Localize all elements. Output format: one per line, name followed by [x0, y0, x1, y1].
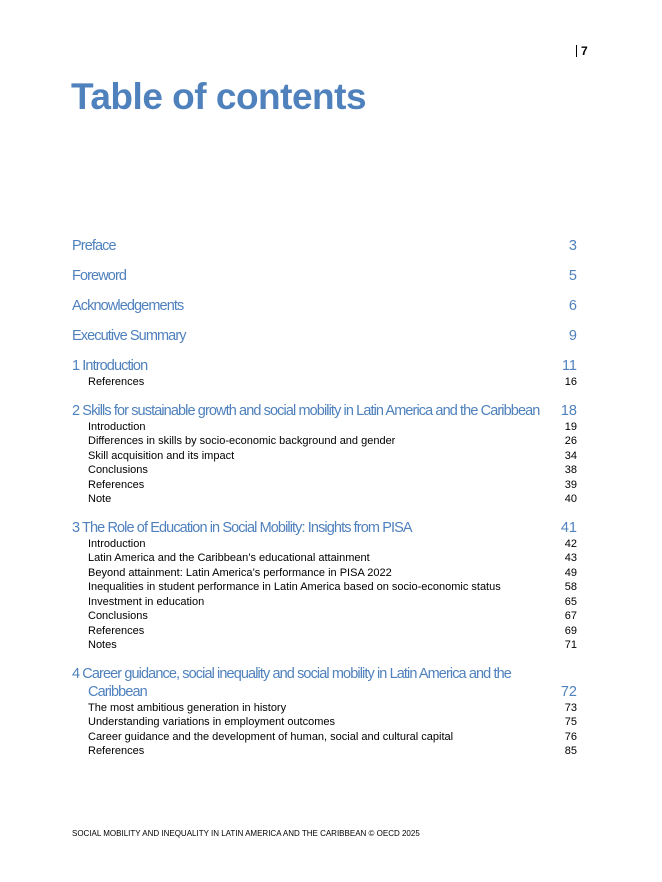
footer: SOCIAL MOBILITY AND INEQUALITY IN LATIN AMERICA AND THE CARIBBEAN © OECD 2025 [72, 829, 420, 838]
toc-entry-title: Executive Summary [72, 328, 186, 344]
toc-section-entry[interactable] [72, 744, 577, 759]
toc-section-entry[interactable] [72, 375, 577, 390]
toc-entry-page: 49 [564, 566, 577, 579]
toc-entry-page: 34 [564, 449, 577, 462]
toc-entry-title: Preface [72, 238, 116, 254]
toc-entry-page: 75 [564, 716, 577, 728]
toc-chapter-entry[interactable] [72, 327, 577, 345]
toc-section-entry[interactable] [72, 537, 577, 552]
toc-chapter-entry[interactable] [72, 402, 577, 420]
toc-entry-page: 42 [564, 537, 577, 550]
toc-entry-page: 9 [568, 328, 577, 344]
toc-entry-title: Skill acquisition and its impact [88, 449, 235, 462]
toc-entry-page: 3 [568, 238, 577, 254]
toc-entry-page: 19 [564, 420, 577, 433]
toc-entry-title: Conclusions [88, 610, 148, 622]
toc-entry-title: Investment in education [88, 595, 205, 608]
toc-entry-page: 72 [560, 683, 577, 700]
toc-entry-page: 18 [560, 402, 577, 419]
toc-entry-page: 43 [564, 552, 577, 564]
toc-entry-title: Inequalities in student performance in Latin America based on socio-economic status [88, 581, 501, 593]
toc-section-entry[interactable] [72, 478, 577, 493]
toc-entry-title: Career guidance and the development of human, social and cultural capital [88, 730, 454, 743]
toc-entry-page: 26 [564, 435, 577, 447]
toc-entry-title: References [88, 478, 145, 491]
toc-entry-title: References [88, 745, 145, 757]
toc-chapter-entry[interactable] [72, 297, 577, 315]
toc-section-entry[interactable] [72, 551, 577, 566]
toc-entry-title: 4 Career guidance, social inequality and social mobility in Latin America and the Caribbean [72, 665, 511, 700]
toc-entry-title: 2 Skills for sustainable growth and social mobility in Latin America and the Caribbean [72, 402, 540, 419]
page-title: Table of contents [71, 76, 367, 117]
toc-entry-page: 40 [564, 493, 577, 505]
toc-entry-title: Note [88, 493, 112, 505]
toc-entry-page: 41 [560, 519, 577, 536]
toc-entry-page: 76 [564, 730, 577, 743]
divider [576, 45, 577, 57]
page-number [576, 44, 588, 58]
toc-section-entry[interactable] [72, 580, 577, 595]
toc-section-entry[interactable] [72, 449, 577, 464]
toc-section-entry[interactable] [72, 609, 577, 624]
toc-entry-title: Introduction [88, 537, 146, 550]
toc-section-entry[interactable] [72, 434, 577, 449]
toc-section-entry[interactable] [72, 701, 577, 716]
toc-entry-page: 67 [564, 610, 577, 622]
toc-entry-page: 65 [564, 595, 577, 608]
toc-entry-title: Acknowledgements [72, 298, 184, 314]
toc-entry-page: 73 [564, 701, 577, 714]
toc-entry-page: 5 [568, 268, 577, 284]
toc-section-entry[interactable] [72, 730, 577, 745]
page-number-text: 7 [581, 44, 588, 58]
toc-entry-page: 16 [564, 376, 577, 388]
toc-entry-title: The most ambitious generation in history [88, 701, 287, 714]
toc-entry-title: Beyond attainment: Latin America’s performance in PISA 2022 [88, 566, 392, 579]
toc-chapter-entry[interactable] [72, 237, 577, 255]
toc-section-entry[interactable] [72, 492, 577, 507]
toc-entry-page: 38 [564, 464, 577, 476]
toc-entry-title: References [88, 376, 145, 388]
toc-entry-title: Latin America and the Caribbean’s educational attainment [88, 552, 370, 564]
toc-entry-page: 71 [564, 639, 577, 651]
table-of-contents [72, 225, 577, 759]
toc-chapter-entry[interactable] [72, 665, 577, 701]
toc-entry-title: Conclusions [88, 464, 148, 476]
toc-section-entry[interactable] [72, 463, 577, 478]
toc-entry-page: 11 [561, 358, 577, 374]
toc-entry-page: 58 [564, 581, 577, 593]
toc-entry-page: 69 [564, 624, 577, 637]
toc-entry-title: Understanding variations in employment outcomes [88, 716, 336, 728]
toc-entry-title: Notes [88, 639, 117, 651]
toc-entry-page: 6 [568, 298, 577, 314]
toc-section-entry[interactable] [72, 715, 577, 730]
toc-chapter-entry[interactable] [72, 357, 577, 375]
toc-section-entry[interactable] [72, 638, 577, 653]
toc-entry-title: Foreword [72, 268, 127, 284]
toc-entry-title: References [88, 624, 145, 637]
toc-section-entry[interactable] [72, 595, 577, 610]
toc-entry-title: Introduction [88, 420, 146, 433]
toc-entry-title: 1 Introduction [72, 358, 148, 374]
toc-chapter-entry[interactable] [72, 267, 577, 285]
toc-entry-title: Differences in skills by socio-economic background and gender [88, 435, 396, 447]
toc-entry-title: 3 The Role of Education in Social Mobility: Insights from PISA [72, 519, 412, 536]
toc-chapter-entry[interactable] [72, 519, 577, 537]
toc-entry-page: 85 [564, 745, 577, 757]
toc-section-entry[interactable] [72, 566, 577, 581]
toc-section-entry[interactable] [72, 420, 577, 435]
toc-entry-page: 39 [564, 478, 577, 491]
toc-section-entry[interactable] [72, 624, 577, 639]
